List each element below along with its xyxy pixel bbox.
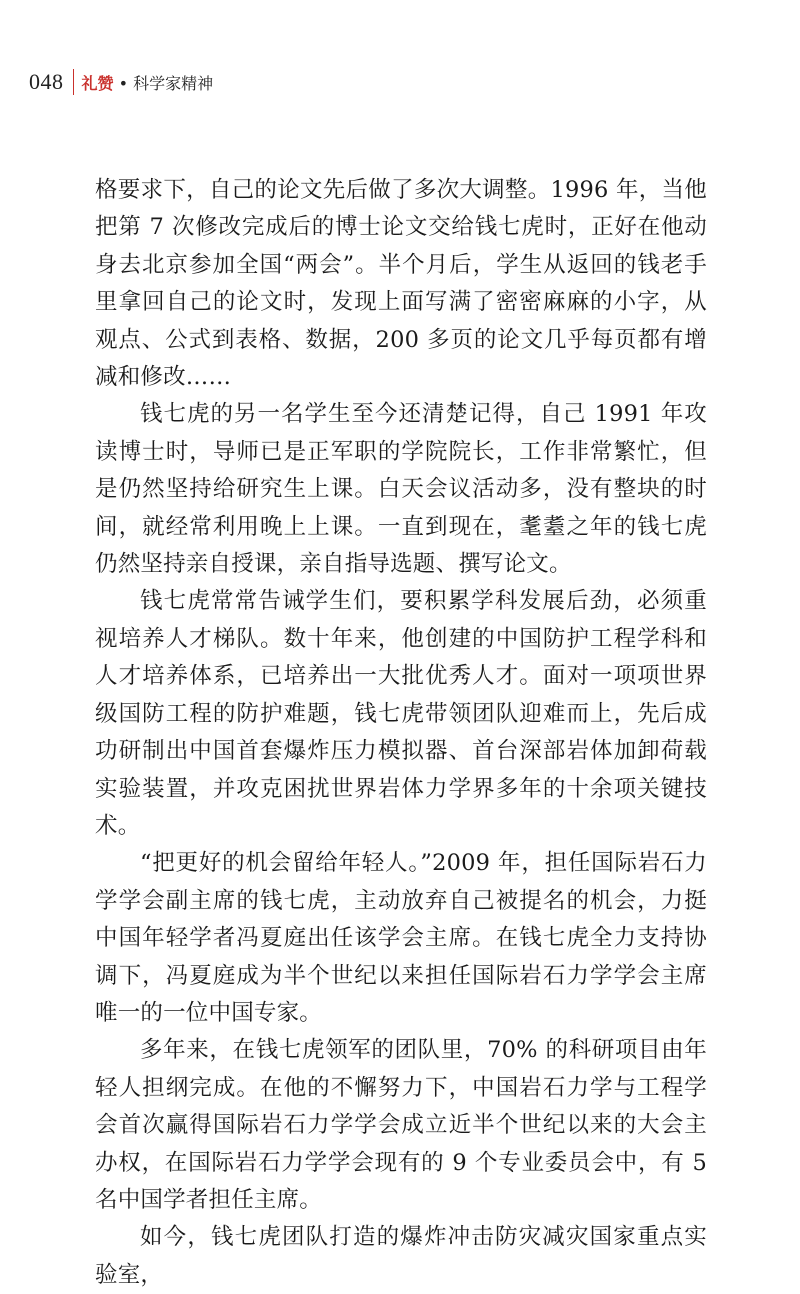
series-name: 礼赞	[81, 73, 114, 93]
paragraph-quote: “把更好的机会留给年轻人。”2009 年，担任国际岩石力学学会副主席的钱七虎，主动放弃自己被提名的机会，力挺中国年轻学者冯夏庭出任该学会主席。在钱七虎全力支持协调下，冯夏庭成为半个世纪以来担任国际岩石力学学会主席唯一的一位中国专家。	[95, 850, 707, 1026]
paragraph: 钱七虎的另一名学生至今还清楚记得，自己 1991 年攻读博士时，导师已是正军职的学院院长，工作非常繁忙，但是仍然坚持给研究生上课。白天会议活动多，没有整块的时间，就经常利用晚上上课。一直到现在，耄耋之年的钱七虎仍然坚持亲自授课，亲自指导选题、撰写论文。	[95, 401, 707, 578]
running-header	[29, 62, 213, 102]
header-divider	[73, 69, 74, 95]
body-text	[95, 172, 707, 1294]
book-title: 科学家精神	[133, 73, 214, 93]
title-separator: •	[118, 73, 129, 93]
paragraph-continues: 如今，钱七虎团队打造的爆炸冲击防灾减灾国家重点实验室，	[95, 1224, 707, 1288]
paragraph: 多年来，在钱七虎领军的团队里，70% 的科研项目由年轻人担纲完成。在他的不懈努力下，中国岩石力学与工程学会首次赢得国际岩石力学学会成立近半个世纪以来的大会主办权，在国际岩石力学学会现有的 9 个专业委员会中，有 5 名中国学者担任主席。	[95, 1037, 707, 1213]
paragraph: 钱七虎常常告诫学生们，要积累学科发展后劲，必须重视培养人才梯队。数十年来，他创建的中国防护工程学科和人才培养体系，已培养出一大批优秀人才。面对一项项世界级国防工程的防护难题，钱七虎带领团队迎难而上，先后成功研制出中国首套爆炸压力模拟器、首台深部岩体加卸荷载实验装置，并攻克困扰世界岩体力学界多年的十余项关键技术。	[95, 588, 707, 839]
page-number: 048	[29, 69, 64, 94]
running-title	[82, 71, 214, 94]
paragraph-continued: 格要求下，自己的论文先后做了多次大调整。1996 年，当他把第 7 次修改完成后的博士论文交给钱七虎时，正好在他动身去北京参加全国“两会”。半个月后，学生从返回的钱老手里拿回自己的论文时，发现上面写满了密密麻麻的小字，从观点、公式到表格、数据，200 多页的论文几乎每页都有增减和修改……	[95, 177, 707, 391]
